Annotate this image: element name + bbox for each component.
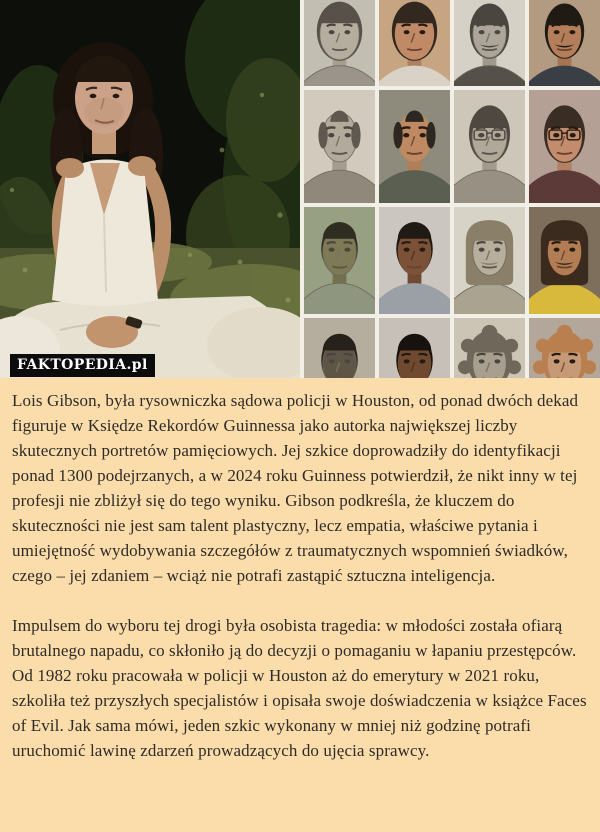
composite-sketch-cell xyxy=(304,0,375,86)
article-paragraph-1: Lois Gibson, była rysowniczka sądowa policji w Houston, od ponad dwóch dekad figuruje w Księdze Rekordów Guinnessa jako autorka największej liczby skutecznych portretów pamięciowych. Jej szkice doprowadziły do identyfikacji ponad 1300 podejrzanych, a w 2024 roku Guinness potwierdził, że nikt inny w tej profesji nie zbliżył się do tego wyniku. Gibson podkreśla, że kluczem do skuteczności nie jest sam talent plastyczny, lecz empatia, właściwe pytania i umiejętność wydobywania szczegółów z traumatycznych wspomnień świadków, czego – jej zdaniem – wciąż nie potrafi zastąpić sztuczna inteligencja. xyxy=(12,391,579,585)
lois-gibson-photo xyxy=(0,0,300,378)
article-text-panel xyxy=(0,378,600,832)
suspect-photo-cell xyxy=(529,207,600,314)
composite-sketch-cell xyxy=(454,90,525,203)
suspect-photo-cell xyxy=(379,207,450,314)
composite-sketch-cell xyxy=(304,207,375,314)
composite-sketch-cell xyxy=(304,318,375,378)
composite-sketch-cell xyxy=(304,90,375,203)
hero-photo-strip xyxy=(0,0,600,378)
article-paragraph-2: Impulsem do wyboru tej drogi była osobista tragedia: w młodości została ofiarą brutalnego napadu, co skłoniło ją do decyzji o pomaganiu w łapaniu przestępców. Od 1982 roku pracowała w policji w Houston aż do emerytury w 2021 roku, szkoliła też przyszłych specjalistów i opisała swoje doświadczenia w książce Faces of Evil. Jak sama mówi, jeden szkic wykonany w mniej niż godzinę potrafi uruchomić lawinę zdarzeń prowadzących do ujęcia sprawcy. xyxy=(12,616,587,760)
suspect-photo-cell xyxy=(379,318,450,378)
suspect-photo-cell xyxy=(379,0,450,86)
suspect-photo-cell xyxy=(529,90,600,203)
suspect-photo-cell xyxy=(529,0,600,86)
suspect-photo-cell xyxy=(379,90,450,203)
composite-sketch-cell xyxy=(454,0,525,86)
faktopedia-watermark-label: FAKTOPEDIA.pl xyxy=(17,357,148,373)
composite-sketch-cell xyxy=(454,207,525,314)
suspect-photo-cell xyxy=(529,318,600,378)
faktopedia-watermark xyxy=(10,354,155,377)
lois-gibson-photo-illustration xyxy=(0,0,300,378)
composite-sketch-cell xyxy=(454,318,525,378)
sketch-vs-mugshot-grid xyxy=(304,0,600,378)
